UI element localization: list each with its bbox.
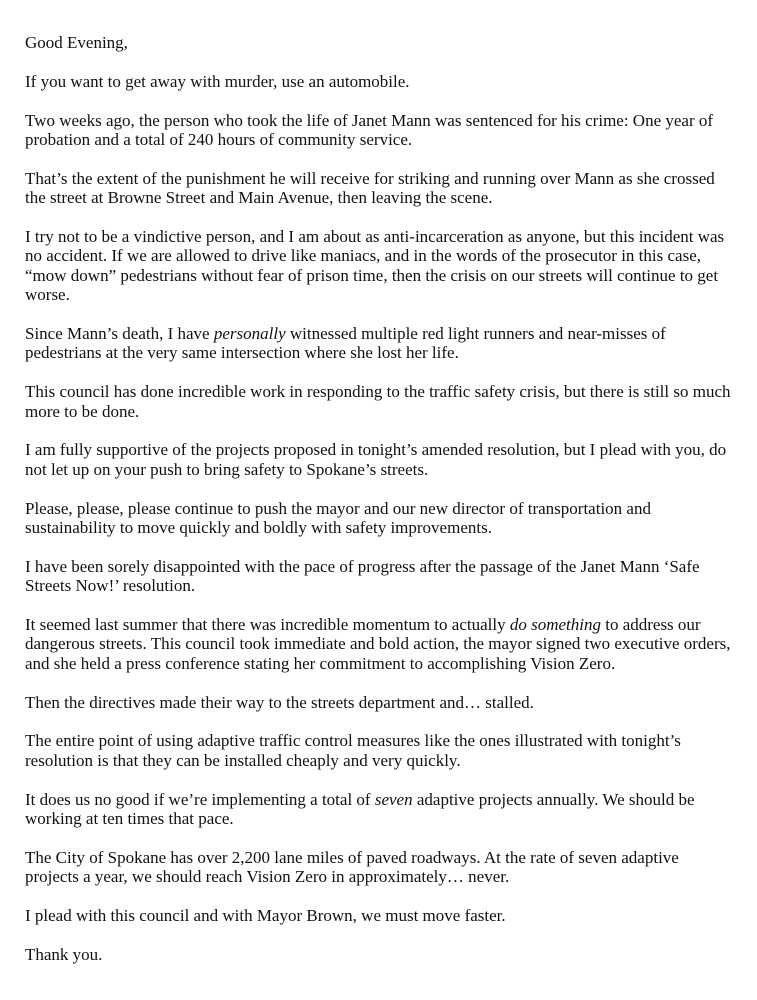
text-segment: Streets Now!’ resolution. [25, 576, 196, 596]
paragraph [25, 906, 731, 925]
text-segment: Then the directives made their way to the streets department and… stalled. [25, 692, 534, 712]
text-line [25, 499, 731, 518]
text-line [25, 169, 731, 188]
text-line [25, 285, 731, 304]
paragraph [25, 440, 731, 479]
text-line [25, 557, 731, 576]
text-segment: I am fully supportive of the projects proposed in tonight’s amended resolution, but I plead with you, do [25, 440, 727, 460]
text-segment: That’s the extent of the punishment he will receive for striking and running over Mann as she crossed [25, 168, 715, 188]
paragraph [25, 615, 731, 673]
text-segment: and she held a press conference stating her commitment to accomplishing Vision Zero. [25, 653, 616, 673]
text-line [25, 440, 731, 459]
text-line [25, 72, 731, 91]
text-line [25, 460, 731, 479]
text-segment: no accident. If we are allowed to drive like maniacs, and in the words of the prosecutor in this case, [25, 246, 701, 266]
text-segment: resolution is that they can be installed cheaply and very quickly. [25, 750, 461, 770]
paragraph [25, 790, 731, 829]
text-segment: to address our [600, 615, 701, 635]
text-segment: Thank you. [25, 944, 103, 964]
text-segment: The entire point of using adaptive traffic control measures like the ones illustrated with tonight’s [25, 731, 681, 751]
text-segment: probation and a total of 240 hours of community service. [25, 130, 413, 149]
text-line [25, 615, 731, 634]
text-line [25, 790, 731, 809]
text-line [25, 246, 731, 265]
text-line [25, 343, 731, 362]
text-segment: It does us no good if we’re implementing a total of [25, 789, 375, 809]
emphasized-text: personally [213, 324, 286, 344]
paragraph [25, 324, 731, 363]
paragraph [25, 557, 731, 596]
paragraph [25, 382, 731, 421]
text-segment: Two weeks ago, the person who took the life of Janet Mann was sentenced for his crime: One year of [25, 110, 714, 130]
text-segment: worse. [25, 285, 70, 305]
text-segment: sustainability to move quickly and boldly with safety improvements. [25, 518, 492, 538]
emphasized-text: do something [509, 615, 601, 635]
paragraph [25, 945, 731, 964]
text-line [25, 848, 731, 867]
text-segment: not let up on your push to bring safety to Spokane’s streets. [25, 459, 429, 479]
text-segment: I plead with this council and with Mayor Brown, we must move faster. [25, 906, 506, 926]
text-line [25, 130, 731, 149]
text-segment: the street at Browne Street and Main Avenue, then leaving the scene. [25, 188, 493, 208]
text-segment: Good Evening, [25, 33, 128, 52]
text-line [25, 111, 731, 130]
text-line [25, 518, 731, 537]
text-line [25, 227, 731, 246]
text-line [25, 634, 731, 653]
paragraph [25, 227, 731, 305]
text-line [25, 402, 731, 421]
paragraph [25, 169, 731, 208]
text-line [25, 382, 731, 401]
text-segment: pedestrians at the very same intersection where she lost her life. [25, 343, 459, 363]
text-segment: Please, please, please continue to push the mayor and our new director of transportation and [25, 498, 651, 518]
paragraph [25, 72, 731, 91]
text-line [25, 731, 731, 750]
text-segment: witnessed multiple red light runners and near-misses of [285, 324, 666, 344]
text-segment: I try not to be a vindictive person, and I am about as anti-incarceration as anyone, but this incident was [25, 227, 725, 246]
emphasized-text: seven [374, 789, 413, 809]
text-line [25, 188, 731, 207]
text-segment: dangerous streets. This council took immediate and bold action, the mayor signed two executive orders, [25, 634, 731, 654]
paragraph [25, 33, 731, 52]
text-segment: Since Mann’s death, I have [25, 324, 214, 344]
text-line [25, 945, 731, 964]
text-line [25, 751, 731, 770]
text-segment: “mow down” pedestrians without fear of prison time, then the crisis on our streets will continue to get [25, 265, 719, 285]
text-segment: If you want to get away with murder, use an automobile. [25, 71, 410, 91]
text-line [25, 324, 731, 343]
paragraph [25, 731, 731, 770]
text-line [25, 266, 731, 285]
text-segment: It seemed last summer that there was incredible momentum to actually [25, 615, 510, 635]
text-line [25, 693, 731, 712]
text-line [25, 906, 731, 925]
text-segment: I have been sorely disappointed with the pace of progress after the passage of the Janet Mann ‘Safe [25, 556, 700, 576]
text-segment: This council has done incredible work in responding to the traffic safety crisis, but there is still so much [25, 382, 731, 402]
text-segment: projects a year, we should reach Vision Zero in approximately… never. [25, 867, 510, 887]
text-segment: more to be done. [25, 401, 140, 421]
paragraph [25, 693, 731, 712]
text-segment: The City of Spokane has over 2,200 lane miles of paved roadways. At the rate of seven adaptive [25, 847, 679, 867]
text-line [25, 654, 731, 673]
paragraph [25, 111, 731, 150]
text-line [25, 809, 731, 828]
document-body [25, 33, 731, 984]
text-line [25, 576, 731, 595]
text-line [25, 867, 731, 886]
paragraph [25, 848, 731, 887]
text-segment: adaptive projects annually. We should be [412, 789, 695, 809]
text-line [25, 33, 731, 52]
text-segment: working at ten times that pace. [25, 809, 234, 829]
paragraph [25, 499, 731, 538]
